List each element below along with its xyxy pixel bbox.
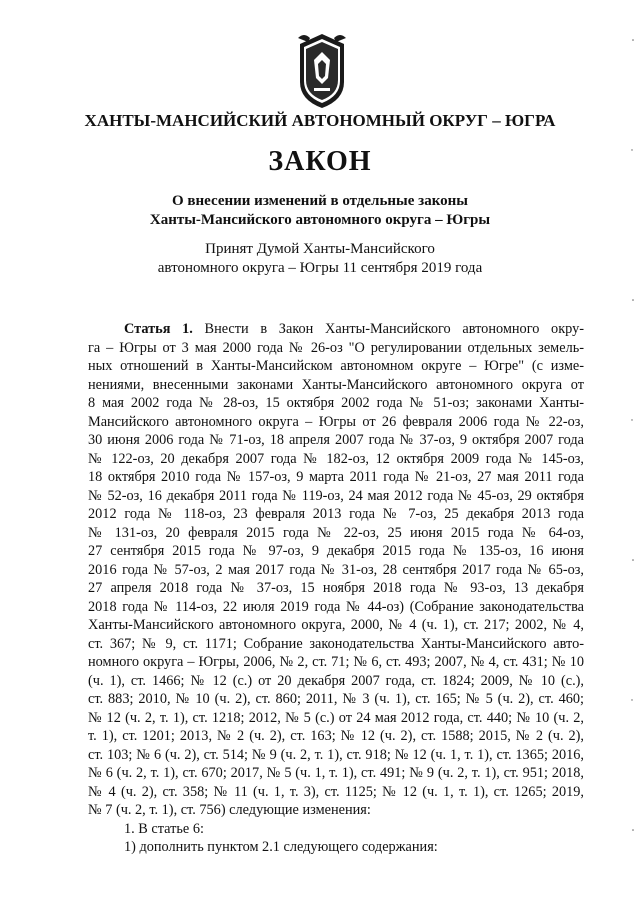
article-1-line: ст. 883; 2010, № 10 (ч. 2), ст. 860; 2011, № 3 (ч. 1), ст. 165; № 5 (ч. 2), ст. 460; bbox=[88, 691, 584, 707]
article-1-line: № 122-оз, 20 декабря 2007 года № 182-оз, 12 октября 2009 года № 145-оз, bbox=[88, 450, 584, 467]
article-1-line: Ханты-Мансийского автономного округа, 2000, № 4 (ч. 1), ст. 217; 2002, № 4, bbox=[88, 617, 584, 633]
article-1-subitem: 1) дополнить пунктом 2.1 следующего содержания: bbox=[124, 839, 438, 855]
article-1-line: ных отношений в Ханты-Мансийском автономном округе – Югре" (с изме- bbox=[88, 358, 584, 374]
article-1-line: 18 октября 2010 года № 157-оз, 9 марта 2011 года № 21-оз, 27 мая 2011 года bbox=[88, 469, 584, 485]
article-1-label: Статья 1. bbox=[124, 321, 193, 337]
article-1-line: ст. 103; № 6 (ч. 2), ст. 514; № 9 (ч. 2, т. 1), ст. 918; № 12 (ч. 1, т. 1), ст. 1365; 2016, bbox=[88, 746, 584, 763]
law-subject bbox=[0, 192, 640, 230]
article-1-line: № 6 (ч. 2, т. 1), ст. 670; 2017, № 5 (ч. 1, т. 1), ст. 491; № 9 (ч. 2, т. 1), ст. 951; 2018, bbox=[88, 765, 584, 781]
article-1-line: 8 мая 2002 года № 28-оз, 15 октября 2002 года № 51-оз; законами Ханты- bbox=[88, 395, 584, 411]
article-1-line: № 52-оз, 16 декабря 2011 года № 119-оз, 24 мая 2012 года № 45-оз, 29 октября bbox=[88, 487, 584, 504]
article-1-item: 1. В статье 6: bbox=[124, 820, 204, 837]
coat-of-arms-emblem bbox=[292, 30, 352, 110]
article-1-line: Мансийского автономного округа – Югры от 26 февраля 2006 года № 22-оз, bbox=[88, 413, 584, 430]
adoption-note bbox=[0, 240, 640, 278]
article-1-line: (ч. 1), ст. 1466; № 12 (с.) от 20 декабря 2007 года, ст. 1824; 2009, № 10 (с.), bbox=[88, 672, 584, 689]
article-1-line: 27 апреля 2018 года № 37-оз, 15 ноября 2018 года № 93-оз, 13 декабря bbox=[88, 580, 584, 596]
article-1-line: № 12 (ч. 2, т. 1), ст. 1218; 2012, № 5 (с.) от 24 мая 2012 года, ст. 440; № 10 (ч. 2, bbox=[88, 709, 584, 726]
scan-edge-marks bbox=[630, 0, 636, 905]
article-1-line: ст. 367; № 9, ст. 1171; Собрание законодательства Ханты-Мансийского авто- bbox=[88, 635, 584, 652]
article-1-line: № 7 (ч. 2, т. 1), ст. 756) следующие изменения: bbox=[88, 802, 371, 818]
article-1-line: 27 сентября 2015 года № 97-оз, 9 декабря 2015 года № 135-оз, 16 июня bbox=[88, 543, 584, 559]
article-1-line: № 131-оз, 20 февраля 2015 года № 22-оз, 25 июня 2015 года № 64-оз, bbox=[88, 524, 584, 541]
article-1-first-line bbox=[88, 320, 584, 339]
article-1-first-line-text: Внести в Закон Ханты-Мансийского автономного окру- bbox=[204, 321, 585, 337]
adoption-note-line: Принят Думой Ханты-Мансийского bbox=[205, 241, 435, 257]
article-1-line: нениями, внесенными законами Ханты-Мансийского автономного округа от bbox=[88, 376, 584, 393]
region-title: ХАНТЫ-МАНСИЙСКИЙ АВТОНОМНЫЙ ОКРУГ – ЮГРА bbox=[84, 111, 556, 130]
law-subject-line: Ханты-Мансийского автономного округа – Югры bbox=[149, 212, 491, 228]
article-1-line: 2018 года № 114-оз, 22 июля 2019 года № 44-оз) (Собрание законодательства bbox=[88, 598, 584, 615]
article-1-line: 2016 года № 57-оз, 2 мая 2017 года № 31-оз, 28 сентября 2017 года № 65-оз, bbox=[88, 561, 584, 578]
law-subject-line: О внесении изменений в отдельные законы bbox=[172, 193, 468, 209]
article-1-body bbox=[88, 320, 584, 857]
article-1-line: 30 июня 2006 года № 71-оз, 18 апреля 2007 года № 37-оз, 9 октября 2007 года bbox=[88, 432, 584, 448]
article-1-line: га – Югры от 3 мая 2000 года № 26-оз "О регулировании отдельных земель- bbox=[88, 339, 584, 356]
article-1-line: № 4 (ч. 2), ст. 358; № 11 (ч. 1, т. 3), ст. 1125; № 12 (ч. 1, т. 1), ст. 1265; 2019, bbox=[88, 783, 584, 800]
article-1-line: номного округа – Югры, 2006, № 2, ст. 71; № 6, ст. 493; 2007, № 4, ст. 431; № 10 bbox=[88, 654, 584, 670]
adoption-note-line: автономного округа – Югры 11 сентября 2019 года bbox=[157, 260, 483, 276]
article-1-line: т. 1), ст. 1201; 2013, № 2 (ч. 2), ст. 163; № 12 (ч. 2), ст. 1588; 2015, № 2 (ч. 2), bbox=[88, 728, 584, 744]
article-1-line: 2012 года № 118-оз, 23 февраля 2013 года № 7-оз, 25 декабря 2013 года bbox=[88, 506, 584, 522]
document-kind-title: ЗАКОН bbox=[268, 146, 372, 177]
